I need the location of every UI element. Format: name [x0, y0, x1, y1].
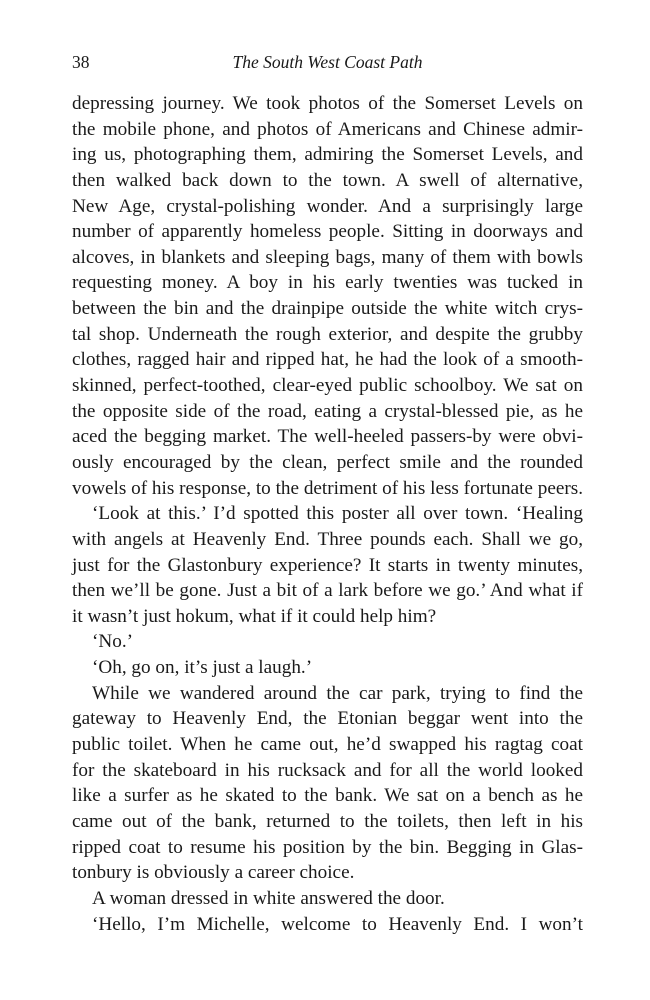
text-line: the mobile phone, and photos of Americans and Chinese admir- — [72, 118, 583, 140]
text-line: ‘Look at this.’ I’d spotted this poster all over town. ‘Healing — [92, 503, 583, 525]
text-line: it wasn’t just hokum, what if it could help him? — [72, 605, 437, 627]
text-line: ing us, photographing them, admiring the Somerset Levels, and — [72, 144, 583, 166]
page-number: 38 — [72, 52, 90, 72]
paragraph — [72, 655, 583, 681]
text-line: While we wandered around the car park, trying to find the — [92, 682, 583, 704]
running-head — [72, 50, 583, 74]
paragraph — [72, 681, 583, 886]
text-line: tal shop. Underneath the rough exterior, and despite the grubby — [72, 323, 583, 345]
body-text — [72, 91, 583, 937]
text-line: ously encouraged by the clean, perfect smile and the rounded — [72, 451, 583, 473]
text-line: tonbury is obviously a career choice. — [72, 862, 355, 884]
text-line: ripped coat to resume his position by the bin. Begging in Glas- — [72, 836, 583, 858]
text-line: like a surfer as he skated to the bank. We sat on a bench as he — [72, 785, 583, 807]
text-line: aced the begging market. The well-heeled passers-by were obvi- — [72, 426, 583, 448]
paragraph — [72, 912, 583, 938]
text-line: alcoves, in blankets and sleeping bags, many of them with bowls — [72, 246, 583, 268]
running-title: The South West Coast Path — [232, 52, 423, 72]
text-line: between the bin and the drainpipe outside the white witch crys- — [72, 298, 583, 320]
text-line: then walked back down to the town. A swell of alternative, — [72, 169, 583, 191]
text-line: for the skateboard in his rucksack and for all the world looked — [72, 759, 583, 781]
paragraph — [72, 91, 583, 501]
text-line: ‘Oh, go on, it’s just a laugh.’ — [92, 657, 313, 679]
text-line: number of apparently homeless people. Sitting in doorways and — [72, 221, 583, 243]
text-line: requesting money. A boy in his early twenties was tucked in — [72, 272, 583, 294]
text-line: ‘No.’ — [92, 631, 134, 653]
text-line: A woman dressed in white answered the door. — [92, 887, 445, 909]
paragraph — [72, 886, 583, 912]
text-line: just for the Glastonbury experience? It starts in twenty minutes, — [72, 554, 583, 576]
text-line: the opposite side of the road, eating a crystal-blessed pie, as he — [72, 400, 583, 422]
text-line: depressing journey. We took photos of the Somerset Levels on — [72, 93, 583, 114]
text-line: ‘Hello, I’m Michelle, welcome to Heavenly End. I won’t — [92, 913, 583, 935]
text-line: New Age, crystal-polishing wonder. And a surprisingly large — [72, 195, 583, 217]
paragraph — [72, 629, 583, 655]
text-line: clothes, ragged hair and ripped hat, he had the look of a smooth- — [72, 349, 583, 371]
text-line: came out of the bank, returned to the toilets, then left in his — [72, 810, 583, 832]
text-line: with angels at Heavenly End. Three pounds each. Shall we go, — [72, 528, 583, 550]
text-line: vowels of his response, to the detriment of his less fortunate peers. — [72, 477, 584, 499]
text-line: gateway to Heavenly End, the Etonian beggar went into the — [72, 708, 583, 730]
text-line: public toilet. When he came out, he’d swapped his ragtag coat — [72, 734, 583, 756]
paragraph — [72, 501, 583, 629]
text-line: skinned, perfect-toothed, clear-eyed public schoolboy. We sat on — [72, 375, 583, 397]
text-line: then we’ll be gone. Just a bit of a lark before we go.’ And what if — [72, 580, 583, 602]
